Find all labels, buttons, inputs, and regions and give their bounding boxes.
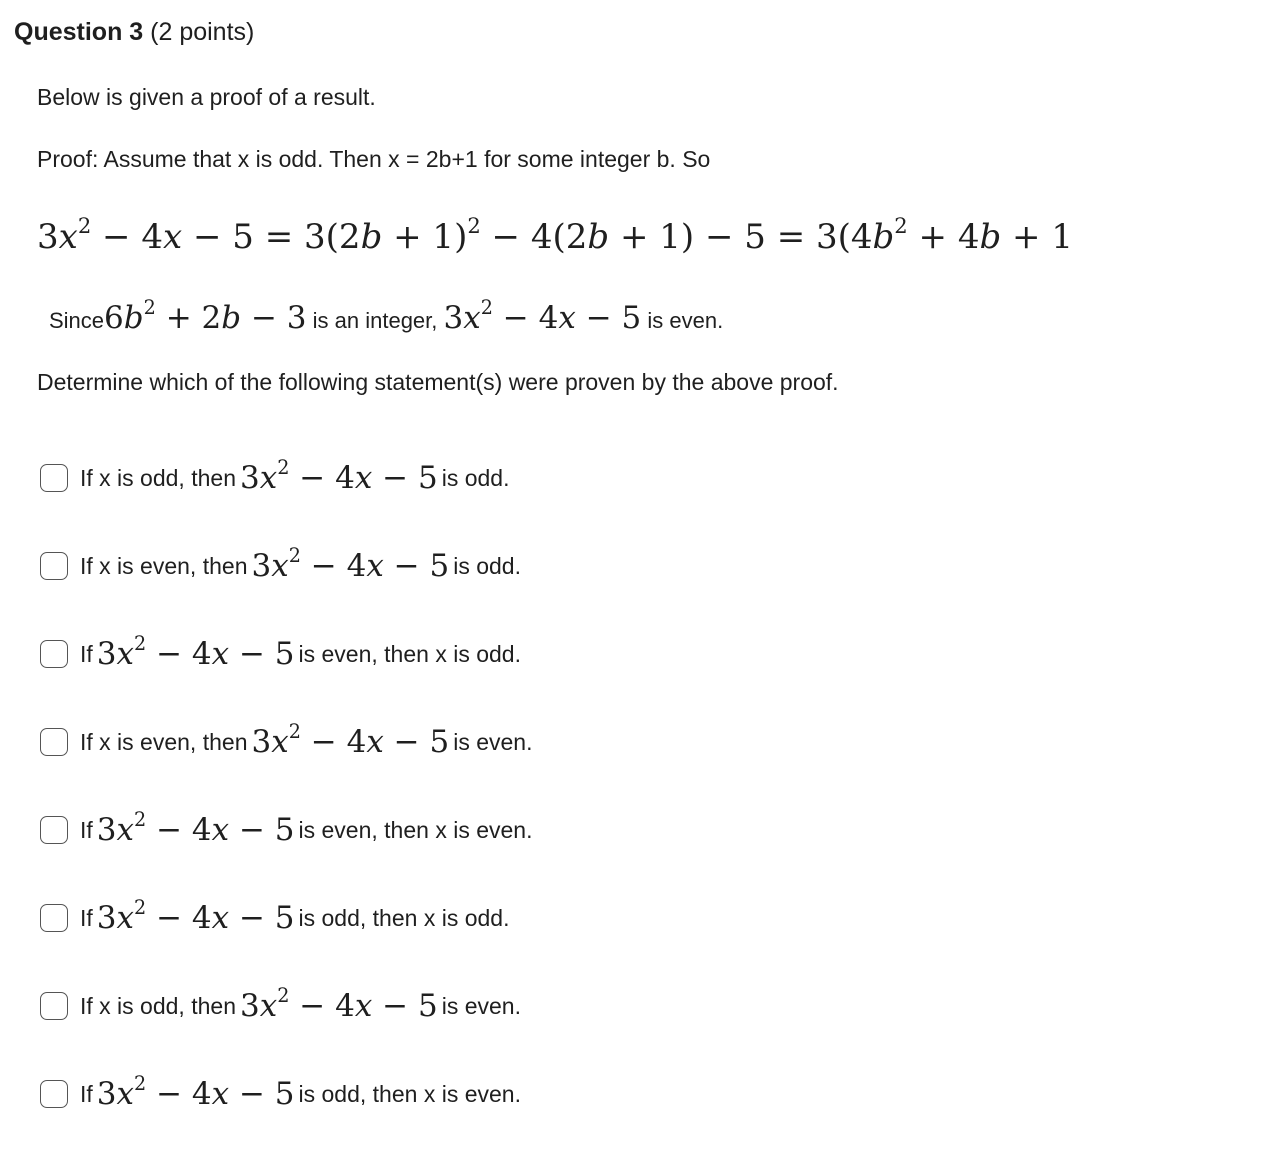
option-5[interactable] <box>40 808 532 852</box>
since-statement <box>49 296 723 343</box>
option-label-post: is even, then x is even. <box>298 816 533 843</box>
option-checkbox[interactable] <box>40 904 68 932</box>
option-expr: $3x^2 - 4x - 5$ <box>96 631 295 672</box>
option-label-post: is even. <box>453 728 533 755</box>
option-label-pre: If <box>80 904 93 931</box>
since-suffix: is even. <box>641 308 724 333</box>
option-expr: $3x^2 - 4x - 5$ <box>239 455 438 496</box>
proof-equation: $3x^2 - 4x - 5 = 3(2b + 1)^2 - 4(2b + 1) - 5 = 3(4b^2 + 4b + 1$ <box>37 212 1073 257</box>
option-label-pre: If <box>80 640 93 667</box>
option-2[interactable] <box>40 544 521 588</box>
option-label-pre: If <box>80 1080 93 1107</box>
question-points: (2 points) <box>150 18 255 46</box>
option-8[interactable] <box>40 1072 521 1116</box>
question-title: Question 3 <box>14 18 144 46</box>
option-label-post: is odd, then x is odd. <box>298 904 510 931</box>
option-expr: $3x^2 - 4x - 5$ <box>239 983 438 1024</box>
option-label-post: is even. <box>441 992 521 1019</box>
option-7[interactable] <box>40 984 521 1028</box>
since-prefix: Since <box>49 308 105 333</box>
option-checkbox[interactable] <box>40 640 68 668</box>
option-3[interactable] <box>40 632 521 676</box>
option-checkbox[interactable] <box>40 992 68 1020</box>
option-label-pre: If x is odd, then <box>80 464 236 491</box>
option-checkbox[interactable] <box>40 816 68 844</box>
question-header <box>14 16 254 48</box>
option-expr: $3x^2 - 4x - 5$ <box>251 719 450 760</box>
since-middle: is an integer, <box>306 308 444 333</box>
option-checkbox[interactable] <box>40 552 68 580</box>
question-prompt: Determine which of the following statement(s) were proven by the above proof. <box>37 369 839 395</box>
since-poly-expr: $3x^2 - 4x - 5$ <box>443 295 642 336</box>
option-expr: $3x^2 - 4x - 5$ <box>96 807 295 848</box>
proof-line: Proof: Assume that x is odd. Then x = 2b+1 for some integer b. So <box>37 146 711 172</box>
option-label-post: is even, then x is odd. <box>298 640 521 667</box>
option-1[interactable] <box>40 456 509 500</box>
option-label-post: is odd. <box>441 464 510 491</box>
option-label-post: is odd, then x is even. <box>298 1080 521 1107</box>
option-label-pre: If x is odd, then <box>80 992 236 1019</box>
option-expr: $3x^2 - 4x - 5$ <box>96 1071 295 1112</box>
option-label-pre: If x is even, then <box>80 728 248 755</box>
option-6[interactable] <box>40 896 509 940</box>
option-label-pre: If x is even, then <box>80 552 248 579</box>
option-4[interactable] <box>40 720 532 764</box>
since-integer-expr: $6b^2 + 2b - 3$ <box>104 295 307 336</box>
option-checkbox[interactable] <box>40 728 68 756</box>
option-expr: $3x^2 - 4x - 5$ <box>251 543 450 584</box>
option-label-pre: If <box>80 816 93 843</box>
option-checkbox[interactable] <box>40 1080 68 1108</box>
intro-text: Below is given a proof of a result. <box>37 84 376 110</box>
option-checkbox[interactable] <box>40 464 68 492</box>
option-label-post: is odd. <box>453 552 521 579</box>
option-expr: $3x^2 - 4x - 5$ <box>96 895 295 936</box>
